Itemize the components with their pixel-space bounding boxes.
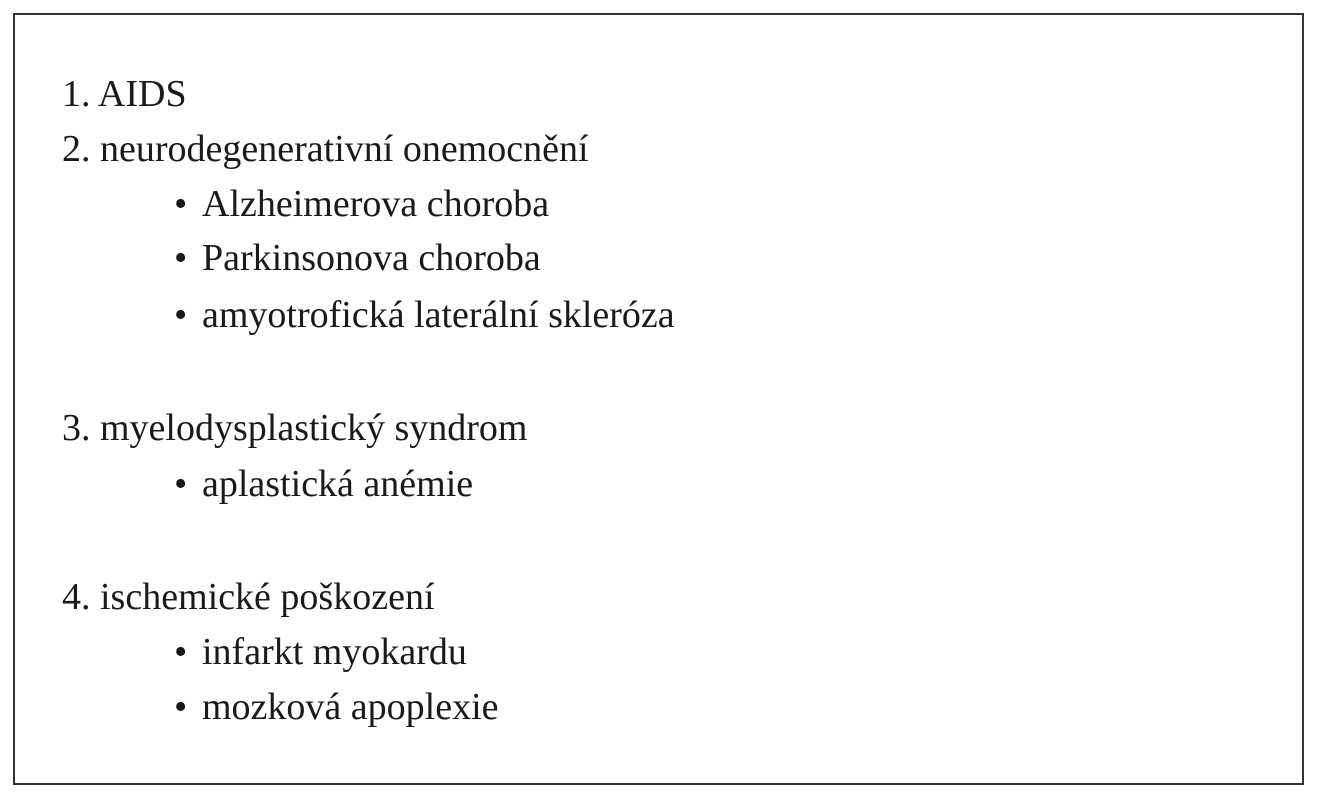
list-item: 1. AIDS <box>62 73 187 115</box>
sub-list-item: • amyotrofická laterální skleróza <box>174 294 675 336</box>
sub-list-item: • aplastická anémie <box>174 463 474 505</box>
list-item: 2. neurodegenerativní onemocnění <box>62 128 589 170</box>
bullet-icon: • <box>174 237 188 279</box>
list-item: 4. ischemické poškození <box>62 576 435 618</box>
bullet-icon: • <box>174 631 188 673</box>
bullet-icon: • <box>174 294 188 336</box>
sub-list-item: • Alzheimerova choroba <box>174 183 550 225</box>
sub-list-item: • mozková apoplexie <box>174 686 499 728</box>
sub-list-item: • Parkinsonova choroba <box>174 237 541 279</box>
bullet-icon: • <box>174 183 188 225</box>
list-item: 3. myelodysplastický syndrom <box>62 407 528 449</box>
bullet-icon: • <box>174 686 188 728</box>
bullet-icon: • <box>174 463 188 505</box>
sub-list-item: • infarkt myokardu <box>174 631 467 673</box>
